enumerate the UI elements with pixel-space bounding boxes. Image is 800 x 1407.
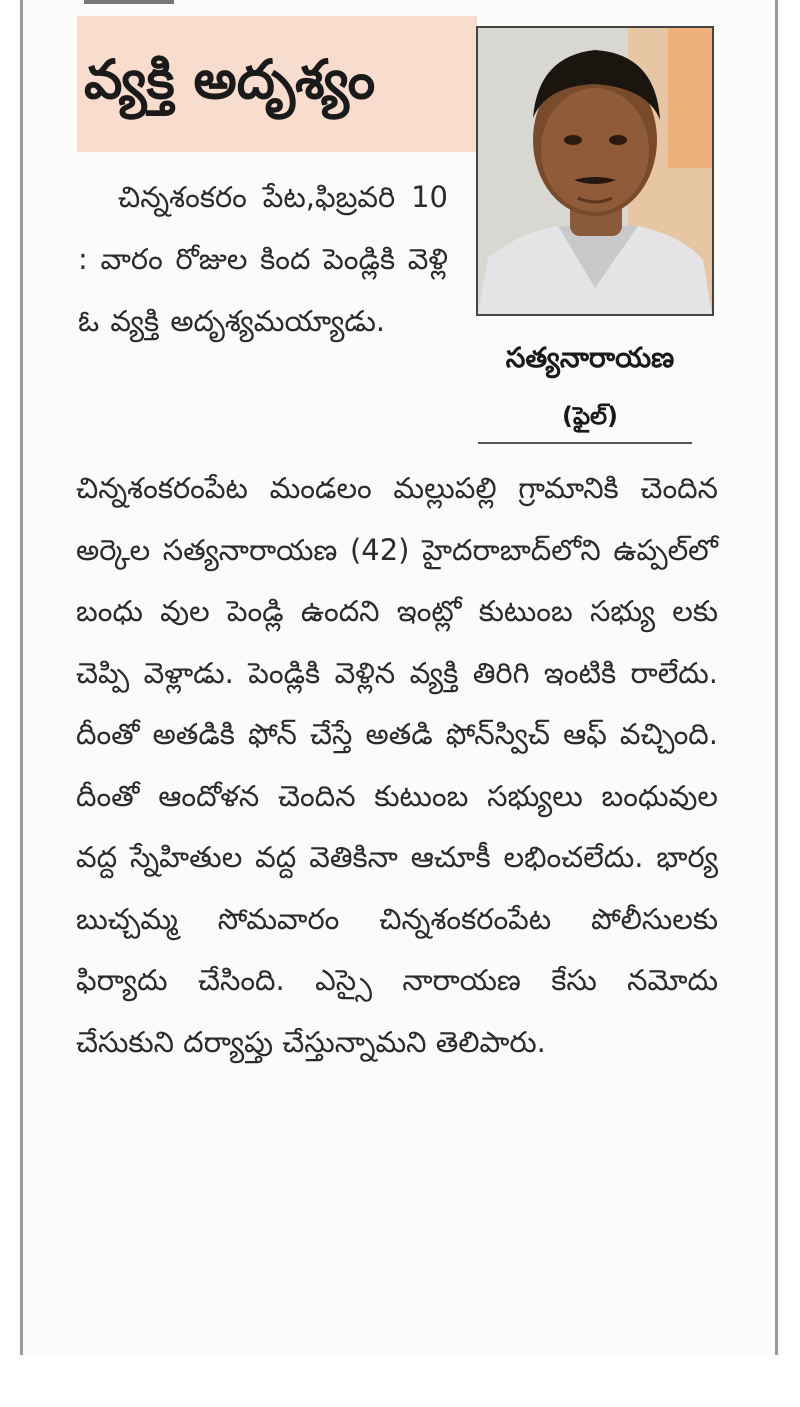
column-rule-right <box>775 0 778 1355</box>
photo-caption-note: (ఫైల్) <box>561 402 619 430</box>
person-photo <box>476 26 714 316</box>
article-headline: వ్యక్తి అదృశ్యం <box>84 48 376 111</box>
previous-article-edge <box>84 0 174 4</box>
person-portrait-image <box>478 28 712 314</box>
photo-caption-name: సత్యనారాయణ <box>505 341 675 374</box>
article-body: చిన్నశంకరంపేట మండలం మల్లుపల్లి గ్రామానికి చెందిన అర్కెల సత్యనారాయణ (42) హైదరాబాద్‌లోని ఉప్పల్‌లో బంధు వుల పెండ్లి ఉందని ఇంట్లో కుటుంబ సభ్యు లకు చెప్పి వెళ్లాడు. పెండ్లికి వెళ్లిన వ్యక్తి తిరిగి ఇంటికి రాలేదు. దీంతో అతడికి ఫోన్ చేస్తే అతడి ఫోన్‌స్విచ్ ఆఫ్ వచ్చింది. దీంతో ఆందోళన చెందిన కుటుంబ సభ్యులు బంధువుల వద్ద స్నేహితుల వద్ద వెతికినా ఆచూకీ లభించలేదు. భార్య బుచ్చమ్మ సోమవారం చిన్నశంకరంపేట పోలీసులకు ఫిర్యాదు చేసింది. ఎస్సై నారాయణ కేసు నమోదు చేసుకుని దర్యాప్తు చేస్తున్నామని తెలిపారు. <box>76 471 718 1059</box>
caption-divider <box>478 442 692 444</box>
article-dateline: చిన్నశంకరం పేట,ఫిబ్రవరి 10 : వారం రోజుల కింద పెండ్లికి వెళ్లి ఓ వ్యక్తి అదృశ్యమయ్యాడు. <box>78 180 448 338</box>
column-rule-left <box>20 0 23 1355</box>
